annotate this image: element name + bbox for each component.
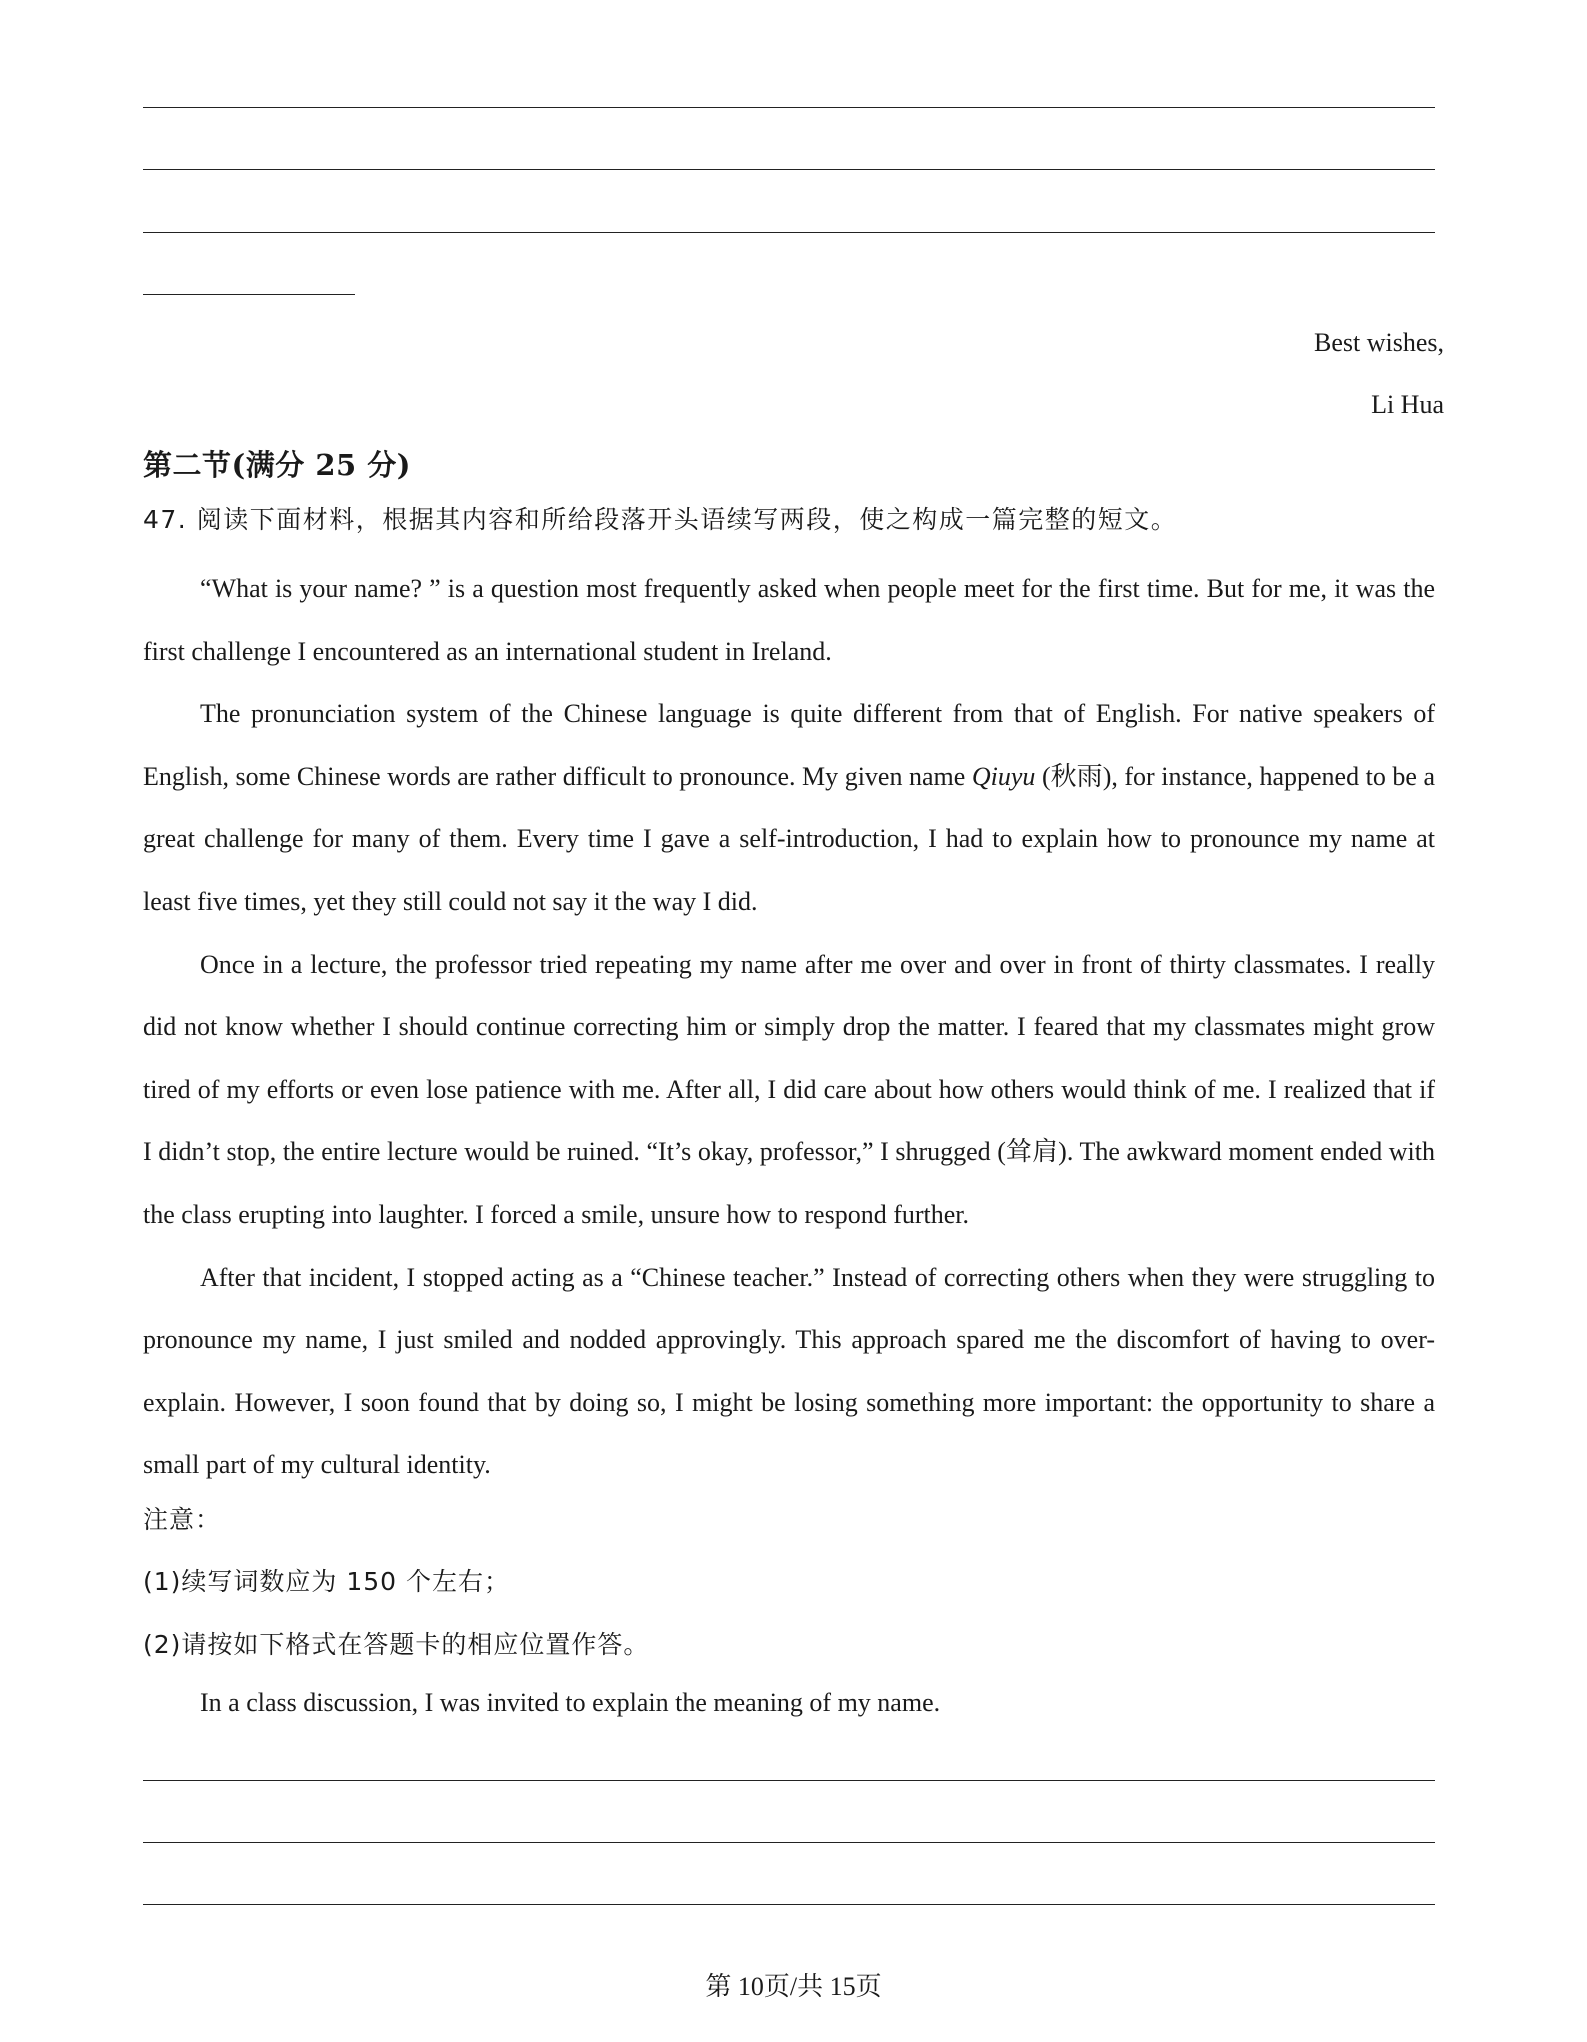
passage-text: The pronunciation system of the Chinese language is quite different from that of English. For native speakers of English, some Chinese words are rather difficult to pronounce. My given name [143,699,1435,791]
writing-line [143,1904,1435,1905]
section-title: 第二节(满分 25 分) [143,448,411,482]
answer-line [143,169,1435,170]
passage-paragraph-3: Once in a lecture, the professor tried repeating my name after me over and over in front of thirty classmates. I really did not know whether I should continue correcting him or simply drop the matter. I feared that my classmates might grow tired of my efforts or even lose patience with me. After all, I did care about how others would think of me. I realized that if I didn’t stop, the entire lecture would be ruined. “It’s okay, professor,” I shrugged (耸肩). The awkward moment ended with the class erupting into laughter. I forced a smile, unsure how to respond further. [143,949,1435,1229]
answer-line [143,232,1435,233]
question-instruction: 阅读下面材料，根据其内容和所给段落开头语续写两段，使之构成一篇完整的短文。 [196,505,1178,534]
reading-passage [143,558,1435,1497]
answer-line-short [143,294,355,295]
answer-line [143,107,1435,108]
question-prompt [143,500,1177,536]
letter-sign-off: Best wishes, [1314,328,1444,357]
notes-heading: 注意： [143,1505,222,1534]
writing-line [143,1842,1435,1843]
notes-item-2: (2)请按如下格式在答题卡的相应位置作答。 [143,1630,650,1659]
question-number: 47. [143,505,188,534]
passage-paragraph-4: After that incident, I stopped acting as a “Chinese teacher.” Instead of correcting others when they were struggling to pronounce my name, I just smiled and nodded approvingly. This approach spared me the discomfort of having to over-explain. However, I soon found that by doing so, I might be losing something more important: the opportunity to share a small part of my cultural identity. [143,1262,1435,1480]
given-name: Qiuyu [971,761,1036,791]
passage-text: (秋雨), for instance, happened to be a great challenge for many of them. Every time I gave a self-introduction, I had to explain how to pronounce my name at least five times, yet they still could not say it the way I did. [143,761,1435,916]
writing-line [143,1780,1435,1781]
letter-signature: Li Hua [1371,390,1444,419]
passage-paragraph-1: “What is your name? ” is a question most frequently asked when people meet for the first time. But for me, it was the first challenge I encountered as an international student in Ireland. [143,574,1435,666]
paragraph-starter: In a class discussion, I was invited to explain the meaning of my name. [200,1688,941,1717]
passage-paragraph-2 [143,683,1435,933]
notes-item-1: (1)续写词数应为 150 个左右； [143,1567,511,1596]
page-number: 第 10页/共 15页 [705,1972,882,2001]
